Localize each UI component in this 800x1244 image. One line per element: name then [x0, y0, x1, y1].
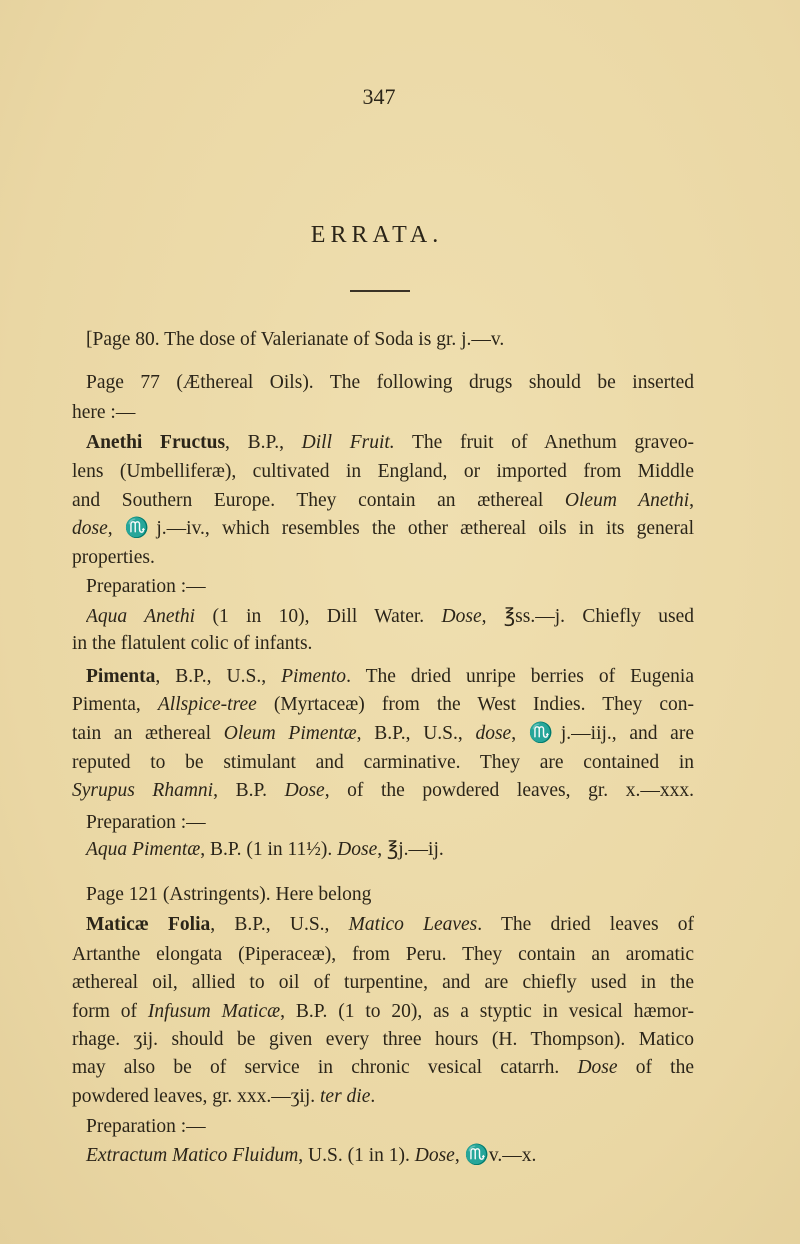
text-run: properties. [72, 547, 155, 568]
text-run: æthereal oil, allied to oil of turpentine, and are chiefly used in the [72, 972, 694, 993]
text-line [72, 1027, 694, 1053]
entry-heading: Maticæ Folia [86, 914, 211, 935]
text-line [86, 1143, 536, 1169]
text-run: may also be of service in chronic vesical catarrh. [72, 1057, 578, 1078]
text-line [86, 837, 444, 863]
entry-heading: Pimenta [86, 666, 156, 687]
text-run: (Myrtaceæ) from the West Indies. They con- [256, 694, 694, 715]
italic-term: ter die [320, 1086, 371, 1107]
italic-term: Dose [577, 1057, 618, 1078]
text-run: , B.P., U.S., [155, 666, 282, 687]
text-line [72, 942, 694, 968]
italic-term: Dose [414, 1145, 455, 1166]
text-line [86, 664, 694, 690]
text-run: , ♏v.—x. [454, 1145, 537, 1166]
text-line [86, 327, 504, 353]
text-run: tain an æthereal [72, 723, 224, 744]
italic-term: Matico Leaves [348, 914, 478, 935]
text-line [86, 882, 371, 908]
text-run: , B.P. [213, 780, 285, 801]
text-line [86, 574, 206, 600]
page-number: 347 [362, 84, 396, 109]
italic-term: Aqua Anethi [86, 606, 196, 627]
text-line [86, 370, 694, 396]
text-run: Pimenta, [72, 694, 158, 715]
title-divider [350, 290, 410, 292]
text-line [72, 692, 694, 718]
text-run: , B.P. (1 to 20), as a styptic in vesical hæmor- [280, 1001, 694, 1022]
italic-term: Syrupus Rhamni [72, 780, 214, 801]
text-run: . The dried unripe berries of Eugenia [346, 666, 694, 687]
text-run: , B.P. (1 in 11½). [200, 839, 338, 860]
text-run: . [370, 1086, 376, 1107]
italic-term: Oleum Pimentæ [223, 723, 357, 744]
text-run: , ℥j.—ij. [377, 839, 444, 860]
text-run: , B.P., [225, 432, 302, 453]
text-line [86, 810, 206, 836]
italic-term: Dose [337, 839, 378, 860]
text-run: , ♏j.—iij., and are [511, 723, 694, 744]
page-title: ERRATA. [310, 222, 444, 248]
italic-term: Aqua Pimentæ [86, 839, 201, 860]
text-run: , [689, 490, 694, 511]
text-line [86, 604, 694, 630]
text-run: in the flatulent colic of infants. [72, 633, 313, 654]
text-line [72, 459, 694, 485]
text-run: Preparation :— [86, 1116, 206, 1137]
text-run: Page 121 (Astringents). Here belong [86, 884, 372, 905]
italic-term: Allspice-tree [157, 694, 257, 715]
text-line [72, 1084, 375, 1110]
text-line [86, 430, 694, 456]
italic-term: Dose [284, 780, 325, 801]
text-run: , B.P., U.S., [210, 914, 349, 935]
entry-heading: Anethi Fructus [86, 432, 226, 453]
text-line [72, 778, 694, 804]
italic-term: Dill Fruit. [301, 432, 395, 453]
text-run: [Page 80. The dose of Valerianate of Soda is gr. j.—v. [86, 329, 505, 350]
text-line [72, 1055, 694, 1081]
italic-term: Oleum Anethi [564, 490, 690, 511]
text-line [72, 631, 312, 657]
text-line [86, 1114, 206, 1140]
italic-term: dose [72, 518, 108, 539]
text-run: form of [72, 1001, 148, 1022]
text-run: , ℥ss.—j. Chiefly used [481, 606, 694, 627]
italic-term: Dose [441, 606, 482, 627]
text-run: reputed to be stimulant and carminative. They are contained in [72, 752, 694, 773]
text-run: . The dried leaves of [477, 914, 694, 935]
text-run: here :— [72, 402, 136, 423]
text-run: , ♏j.—iv., which resembles the other æthereal oils in its general [107, 518, 694, 539]
italic-term: Extractum Matico Fluidum [86, 1145, 299, 1166]
text-run: , U.S. (1 in 1). [298, 1145, 415, 1166]
text-line [72, 721, 694, 747]
text-run: (1 in 10), Dill Water. [195, 606, 442, 627]
text-line [72, 750, 694, 776]
text-line [86, 912, 694, 938]
italic-term: dose [475, 723, 512, 744]
text-run: Artanthe elongata (Piperaceæ), from Peru. They contain an aromatic [72, 944, 694, 965]
text-run: Page 77 (Æthereal Oils). The following drugs should be inserted [86, 372, 694, 393]
text-line [72, 400, 135, 426]
text-run: , of the powdered leaves, gr. x.—xxx. [324, 780, 694, 801]
text-run: powdered leaves, gr. xxx.—ʒij. [72, 1086, 321, 1107]
text-run: and Southern Europe. They contain an æthereal [72, 490, 565, 511]
text-run: lens (Umbelliferæ), cultivated in England, or imported from Middle [72, 461, 694, 482]
text-run: Preparation :— [86, 812, 206, 833]
italic-term: Infusum Maticæ [147, 1001, 281, 1022]
italic-term: Pimento [281, 666, 347, 687]
text-line [72, 545, 155, 571]
text-run: , B.P., U.S., [356, 723, 476, 744]
text-line [72, 970, 694, 996]
text-run: of the [617, 1057, 694, 1078]
text-line [72, 516, 694, 542]
text-run: rhage. ʒij. should be given every three hours (H. Thompson). Matico [72, 1029, 694, 1050]
text-line [72, 488, 694, 514]
text-line [72, 999, 694, 1025]
text-run: Preparation :— [86, 576, 206, 597]
text-run: The fruit of Anethum graveo- [394, 432, 694, 453]
